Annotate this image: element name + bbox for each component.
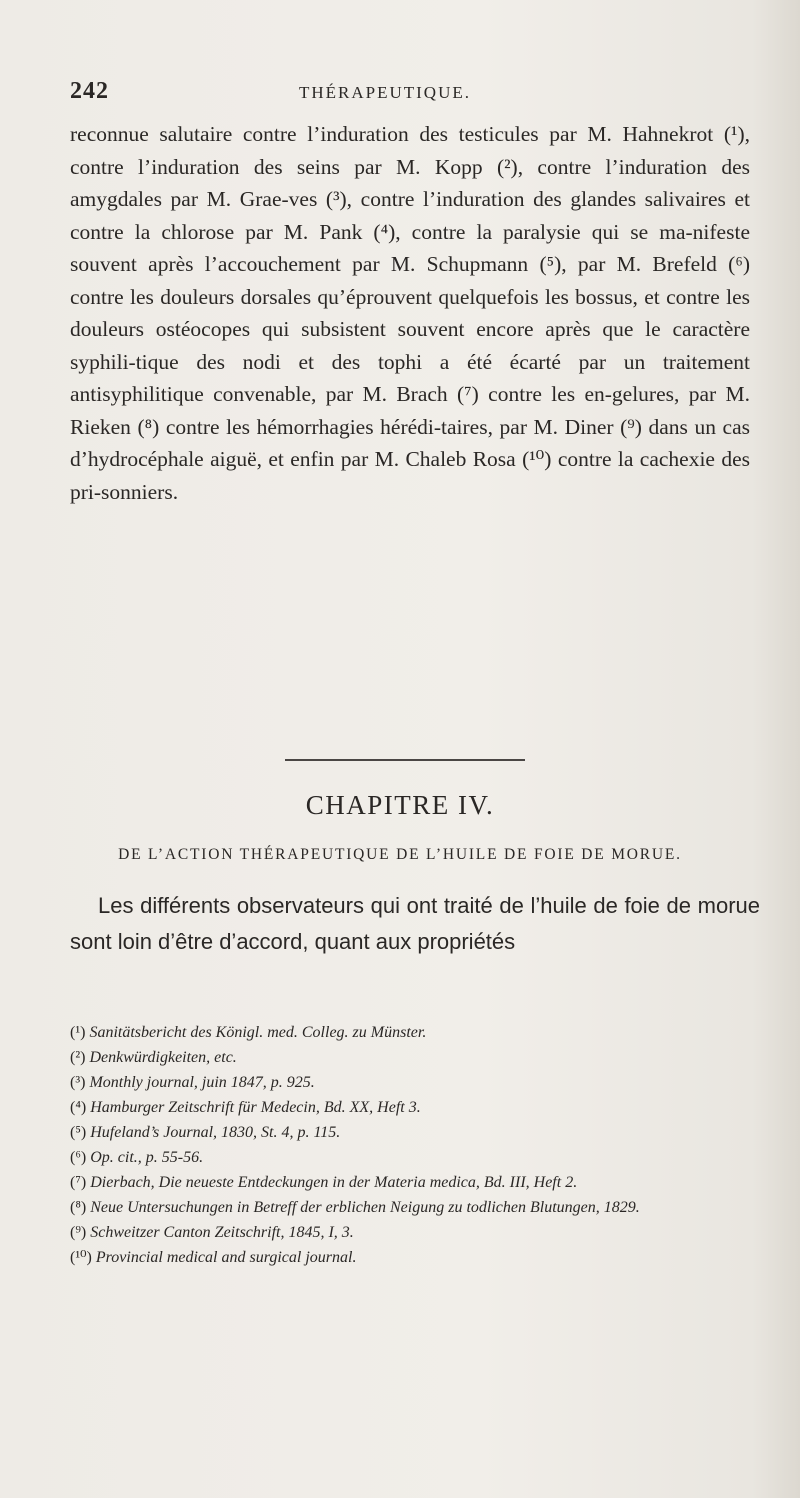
footnote <box>70 1120 760 1145</box>
footnote <box>70 1145 760 1170</box>
footnote-text: Provincial medical and surgical journal. <box>95 1249 357 1266</box>
footnotes <box>70 1020 760 1270</box>
intro-text <box>70 888 760 960</box>
footnote-number: (⁴) <box>70 1099 87 1116</box>
footnote-text: Monthly journal, juin 1847, p. 925. <box>89 1074 315 1091</box>
footnote <box>70 1220 760 1245</box>
footnote <box>70 1045 760 1070</box>
intro-paragraph: Les différents observateurs qui ont traité de l’huile de foie de morue sont loin d’être d’accord, quant aux propriétés <box>70 893 760 954</box>
footnote-text: Op. cit., p. 55-56. <box>90 1149 204 1166</box>
page-header <box>70 78 770 108</box>
footnote-number: (⁸) <box>70 1199 87 1216</box>
footnote <box>70 1170 760 1195</box>
footnote <box>70 1070 760 1095</box>
footnote-number: (⁷) <box>70 1174 87 1191</box>
chapter-title: CHAPITRE IV. <box>305 790 495 820</box>
footnote <box>70 1020 760 1045</box>
footnote-text: Hufeland’s Journal, 1830, St. 4, p. 115. <box>90 1124 341 1141</box>
footnote-text: Sanitätsbericht des Königl. med. Colleg. zu Münster. <box>89 1024 427 1041</box>
section-divider <box>285 759 525 761</box>
footnote-number: (¹) <box>70 1024 86 1041</box>
footnote-text: Hamburger Zeitschrift für Medecin, Bd. XX, Heft 3. <box>90 1099 421 1116</box>
footnote-number: (³) <box>70 1074 86 1091</box>
footnote-number: (¹⁰) <box>70 1249 92 1266</box>
footnote-number: (⁵) <box>70 1124 87 1141</box>
chapter-subtitle: DE L’ACTION THÉRAPEUTIQUE DE L’HUILE DE FOIE DE MORUE. <box>118 846 682 863</box>
footnote-number: (⁹) <box>70 1224 87 1241</box>
footnote-text: Dierbach, Die neueste Entdeckungen in der Materia medica, Bd. III, Heft 2. <box>90 1174 578 1191</box>
footnote-text: Schweitzer Canton Zeitschrift, 1845, I, 3. <box>90 1224 354 1241</box>
running-title: THÉRAPEUTIQUE. <box>298 83 471 102</box>
footnote-text: Neue Untersuchungen in Betreff der erblichen Neigung zu todlichen Blutungen, 1829. <box>90 1199 640 1216</box>
footnote-text: Denkwürdigkeiten, etc. <box>89 1049 237 1066</box>
page-number: 242 <box>70 78 109 104</box>
body-paragraph: reconnue salutaire contre l’induration des testicules par M. Hahnekrot (¹), contre l’induration des seins par M. Kopp (²), contre l’induration des amygdales par M. Grae-ves (³), contre l’induration des glandes salivaires et contre la chlorose par M. Pank (⁴), contre la paralysie qui se ma-nifeste souvent après l’accouchement par M. Schupmann (⁵), par M. Brefeld (⁶) contre les douleurs dorsales qu’éprouvent quelquefois les bossus, et contre les douleurs ostéocopes qui subsistent souvent encore après que le caractère syphili-tique des nodi et des tophi a été écarté par un traitement antisyphilitique convenable, par M. Brach (⁷) contre les en-gelures, par M. Rieken (⁸) contre les hémorrhagies hérédi-taires, par M. Diner (⁹) dans un cas d’hydrocéphale aiguë, et enfin par M. Chaleb Rosa (¹⁰) contre la cachexie des pri-sonniers. <box>70 122 750 504</box>
footnote <box>70 1245 760 1270</box>
footnote <box>70 1095 760 1120</box>
footnote-number: (²) <box>70 1049 86 1066</box>
footnote <box>70 1195 760 1220</box>
body-text <box>70 118 750 508</box>
footnote-number: (⁶) <box>70 1149 87 1166</box>
